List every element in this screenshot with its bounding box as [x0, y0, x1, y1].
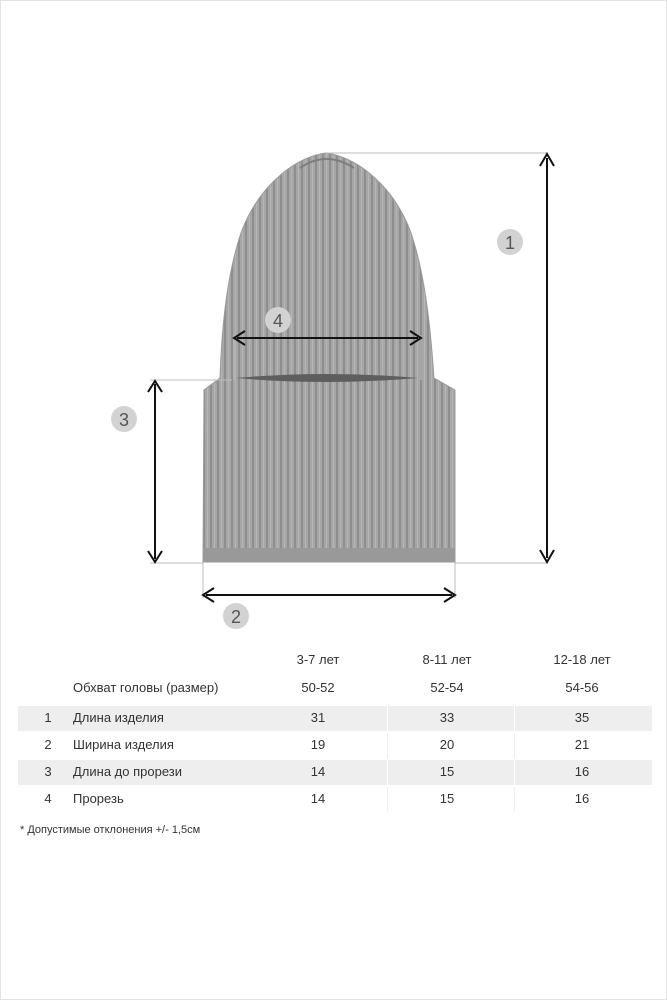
row-label: Ширина изделия: [73, 737, 174, 752]
column-divider: [387, 787, 388, 812]
row-value: 16: [574, 764, 590, 779]
column-divider: [514, 760, 515, 785]
callout-2: 2: [230, 607, 242, 627]
column-header-3-7: 3-7 лет: [296, 652, 340, 667]
table-row: [18, 787, 652, 812]
column-divider: [387, 760, 388, 785]
row-value: 16: [574, 791, 590, 806]
column-divider: [514, 706, 515, 731]
row-value: 35: [574, 710, 590, 725]
row-label: Длина до прорези: [73, 764, 182, 779]
column-divider: [514, 733, 515, 758]
table-row: [18, 760, 652, 785]
head-size-value: 54-56: [565, 680, 599, 695]
column-divider: [514, 787, 515, 812]
row-value: 15: [439, 791, 455, 806]
row-value: 31: [310, 710, 326, 725]
row-value: 14: [310, 791, 326, 806]
row-value: 21: [574, 737, 590, 752]
column-divider: [387, 706, 388, 731]
head-size-label: Обхват головы (размер): [73, 680, 219, 695]
row-number: 4: [44, 791, 52, 806]
head-size-row: [0, 680, 667, 700]
row-value: 14: [310, 764, 326, 779]
column-header-12-18: 12-18 лет: [553, 652, 611, 667]
row-label: Длина изделия: [73, 710, 164, 725]
head-size-value: 50-52: [301, 680, 335, 695]
column-divider: [387, 733, 388, 758]
balaclava-body: [203, 153, 455, 562]
row-value: 15: [439, 764, 455, 779]
row-number: 1: [44, 710, 52, 725]
callout-1: 1: [504, 233, 516, 253]
table-row: [18, 706, 652, 731]
row-value: 19: [310, 737, 326, 752]
row-number: 2: [44, 737, 52, 752]
callout-3: 3: [118, 410, 130, 430]
head-size-value: 52-54: [430, 680, 464, 695]
tolerance-footnote: * Допустимые отклонения +/- 1,5см: [20, 824, 201, 836]
table-row: [18, 733, 652, 758]
column-header-8-11: 8-11 лет: [422, 652, 472, 667]
row-value: 20: [439, 737, 455, 752]
row-value: 33: [439, 710, 455, 725]
bottom-rib: [203, 548, 455, 562]
callout-4: 4: [272, 311, 284, 331]
row-number: 3: [44, 764, 52, 779]
row-label: Прорезь: [73, 791, 124, 806]
